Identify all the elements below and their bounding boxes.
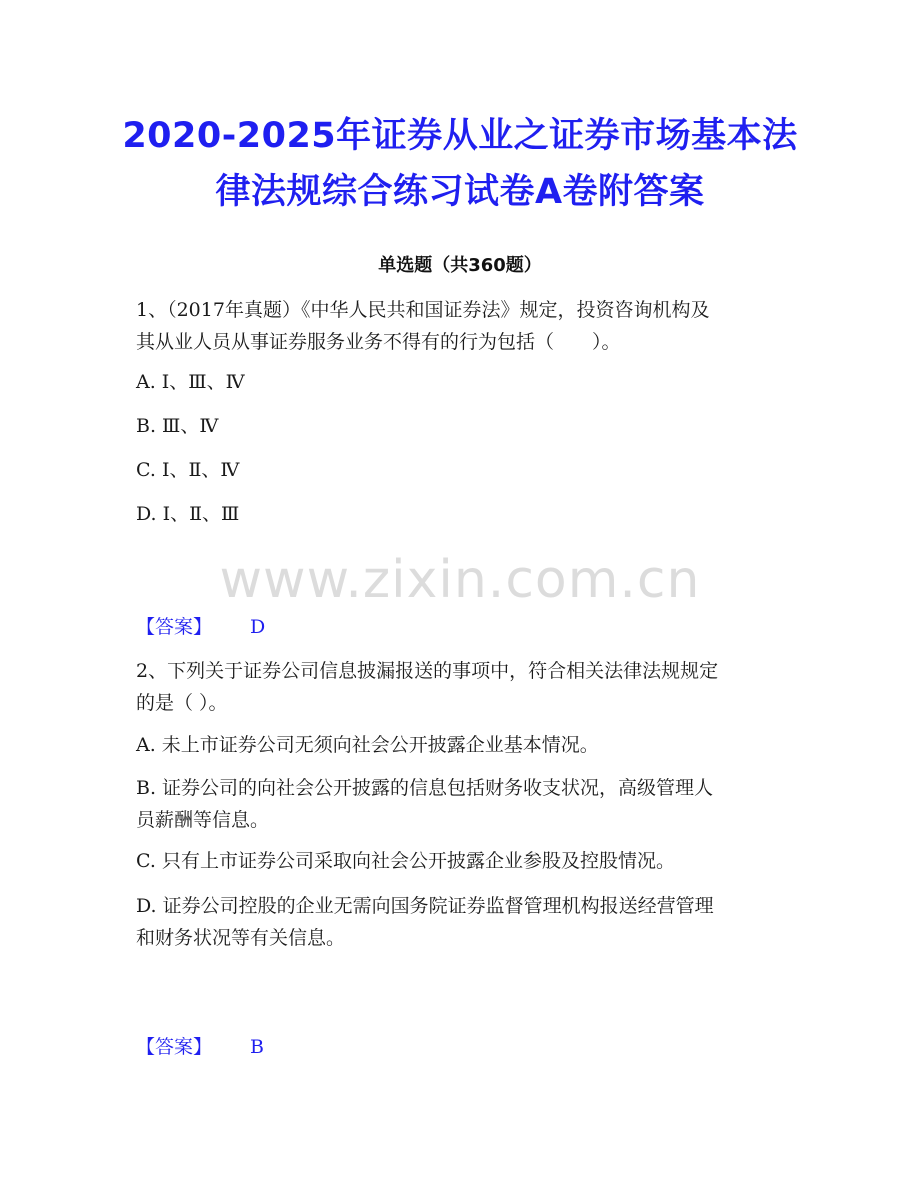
question-1-option-d: D. Ⅰ、Ⅱ、Ⅲ [136, 503, 240, 525]
question-2-option-d [136, 890, 786, 954]
question-1-answer [136, 611, 265, 643]
question-1-option-a: A. Ⅰ、Ⅲ、Ⅳ [136, 371, 245, 393]
answer-value: B [250, 1036, 264, 1058]
option-line: C. 只有上市证券公司采取向社会公开披露企业参股及控股情况。 [136, 850, 675, 872]
answer-value: D [250, 616, 266, 638]
question-2-option-a [136, 729, 786, 761]
section-heading: 单选题（共360题） [378, 255, 542, 276]
option-line: D. 证券公司控股的企业无需向国务院证券监督管理机构报送经营管理 [136, 895, 714, 917]
question-2-stem [136, 655, 786, 719]
document-title [60, 108, 860, 220]
option-line: 和财务状况等有关信息。 [136, 927, 346, 949]
question-1-line-2: 其从业人员从事证券服务业务不得有的行为包括（ ）。 [136, 331, 621, 353]
question-1-option-b: B. Ⅲ、Ⅳ [136, 415, 219, 437]
question-1-stem [136, 294, 786, 358]
title-line-1: 2020-2025年证券从业之证券市场基本法 [122, 116, 798, 156]
question-1-line-1: 1、（2017年真题）《中华人民共和国证券法》规定，投资咨询机构及 [136, 299, 710, 321]
question-2-line-2: 的是（ ）。 [136, 692, 228, 714]
question-2-answer [136, 1031, 264, 1063]
option-line: B. 证券公司的向社会公开披露的信息包括财务收支状况，高级管理人 [136, 777, 714, 799]
option-line: A. 未上市证券公司无须向社会公开披露企业基本情况。 [136, 734, 599, 756]
watermark: www.zixin.com.cn [219, 550, 701, 610]
answer-tag: 【答案】 [136, 616, 213, 638]
question-1-option-c: C. Ⅰ、Ⅱ、Ⅳ [136, 459, 240, 481]
title-line-2: 律法规综合练习试卷A卷附答案 [215, 172, 705, 212]
question-2-line-1: 2、下列关于证券公司信息披漏报送的事项中，符合相关法律法规规定 [136, 660, 719, 682]
answer-tag: 【答案】 [136, 1036, 213, 1058]
option-line: 员薪酬等信息。 [136, 809, 270, 831]
question-2-option-b [136, 772, 786, 836]
question-2-option-c [136, 845, 786, 877]
